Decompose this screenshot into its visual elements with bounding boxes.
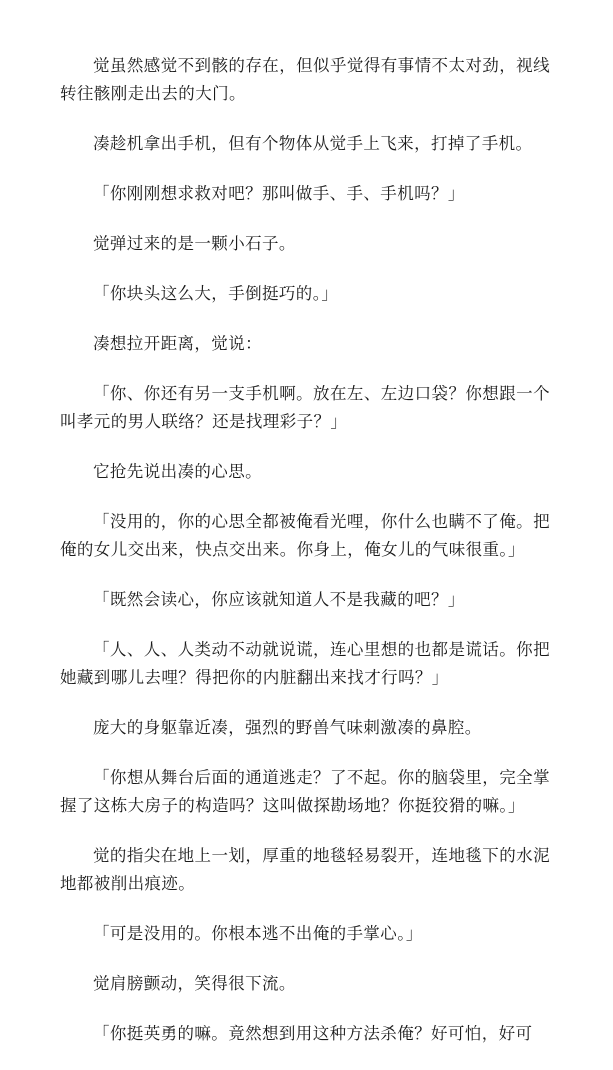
paragraph: 「人、人、人类动不动就说谎，连心里想的也都是谎话。你把她藏到哪儿去哩？得把你的内脏翻出来找才行吗？」 xyxy=(60,640,550,687)
paragraph: 「既然会读心，你应该就知道人不是我藏的吧？」 xyxy=(93,590,465,609)
paragraph: 「你挺英勇的嘛。竟然想到用这种方法杀俺？好可怕，好可 xyxy=(93,1024,533,1043)
paragraph: 觉弹过来的是一颗小石子。 xyxy=(93,234,296,253)
paragraph: 凑想拉开距离，觉说： xyxy=(93,334,262,353)
paragraph: 觉肩膀颤动，笑得很下流。 xyxy=(93,974,296,993)
paragraph: 「你块头这么大，手倒挺巧的。」 xyxy=(93,284,339,303)
paragraph: 「你、你还有另一支手机啊。放在左、左边口袋？你想跟一个叫孝元的男人联络？还是找理彩子？」 xyxy=(60,384,550,431)
body-text xyxy=(60,52,550,1070)
paragraph: 「你刚刚想求救对吧？那叫做手、手、手机吗？」 xyxy=(93,184,465,203)
paragraph: 「你想从舞台后面的通道逃走？了不起。你的脑袋里，完全掌握了这栋大房子的构造吗？这叫做探勘场地？你挺狡猾的嘛。」 xyxy=(60,768,550,815)
paragraph: 它抢先说出凑的心思。 xyxy=(93,462,262,481)
paragraph: 庞大的身躯靠近凑，强烈的野兽气味刺激凑的鼻腔。 xyxy=(93,718,482,737)
paragraph: 觉的指尖在地上一划，厚重的地毯轻易裂开，连地毯下的水泥地都被削出痕迹。 xyxy=(60,846,550,893)
paragraph: 凑趁机拿出手机，但有个物体从觉手上飞来，打掉了手机。 xyxy=(93,134,533,153)
paragraph: 「没用的，你的心思全都被俺看光哩，你什么也瞒不了俺。把俺的女儿交出来，快点交出来。你身上，俺女儿的气味很重。」 xyxy=(60,512,550,559)
paragraph: 「可是没用的。你根本逃不出俺的手掌心。」 xyxy=(93,924,423,943)
paragraph: 觉虽然感觉不到骸的存在，但似乎觉得有事情不太对劲，视线转往骸刚走出去的大门。 xyxy=(60,56,550,103)
